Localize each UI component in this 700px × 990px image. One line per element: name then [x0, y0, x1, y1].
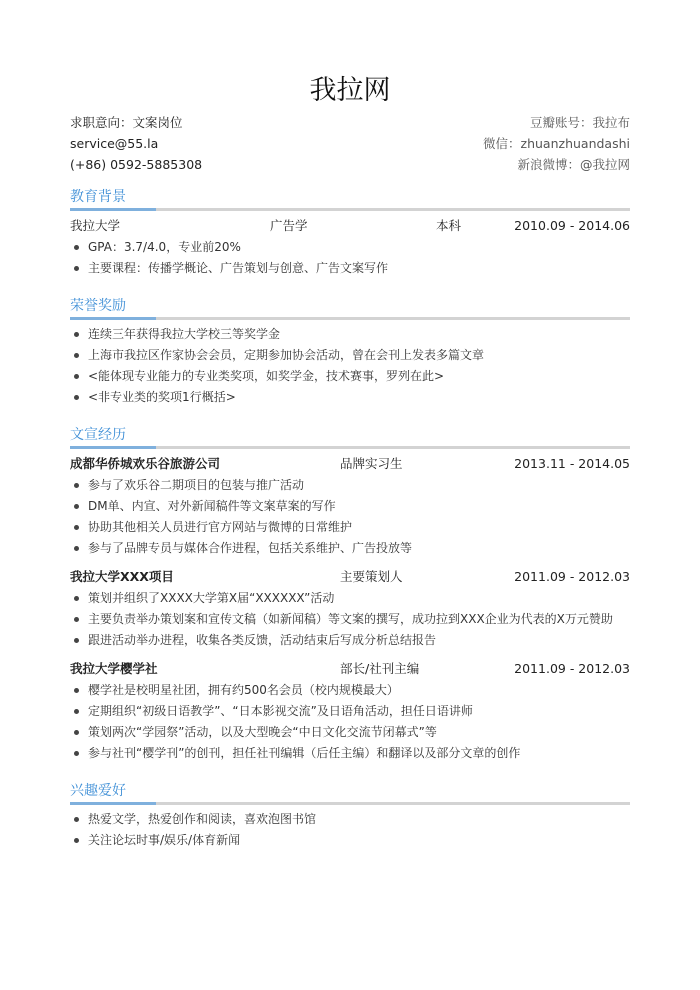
list-item: <能体现专业能力的专业类奖项，如奖学金，技术赛事，罗列在此> — [70, 366, 630, 387]
school-name: 我拉大学 — [70, 218, 121, 233]
education-row — [70, 215, 630, 237]
major: 广告学 — [270, 218, 308, 233]
section-title-experience: 文宣经历 — [70, 427, 126, 443]
list-item: 主要负责举办策划案和宣传文稿（如新闻稿）等文案的撰写，成功拉到XXX企业为代表的X万元赞助 — [70, 609, 630, 630]
section-title-education: 教育背景 — [70, 189, 126, 205]
douban-account: 豆瓣账号：我拉布 — [529, 115, 630, 130]
list-item: 策划两次“学园祭”活动，以及大型晚会“中日文化交流节闭幕式”等 — [70, 722, 630, 743]
contact-block — [70, 112, 630, 174]
awards-bullets — [70, 324, 630, 408]
experience-bullets — [70, 588, 630, 651]
list-item: 参与了欢乐谷二期项目的包装与推广活动 — [70, 475, 630, 496]
experience-period: 2011.09 - 2012.03 — [514, 569, 630, 584]
list-item: 樱学社是校明星社团，拥有约500名会员（校内规模最大） — [70, 680, 630, 701]
list-item: 参与了品牌专员与媒体合作进程，包括关系维护、广告投放等 — [70, 538, 630, 559]
phone: (+86) 0592-5885308 — [70, 157, 203, 172]
list-item: 热爱文学，热爱创作和阅读，喜欢泡图书馆 — [70, 809, 630, 830]
list-item: DM单、内宣、对外新闻稿件等文案草案的写作 — [70, 496, 630, 517]
section-divider — [70, 208, 630, 211]
weibo: 新浪微博：@我拉网 — [517, 157, 630, 172]
list-item: 主要课程：传播学概论、广告策划与创意、广告文案写作 — [70, 258, 630, 279]
section-divider — [70, 446, 630, 449]
candidate-name: 我拉网 — [309, 75, 391, 106]
role: 主要策划人 — [340, 569, 403, 584]
list-item: GPA：3.7/4.0，专业前20% — [70, 237, 630, 258]
hobbies-section — [70, 780, 630, 851]
list-item: 参与社刊“樱学刊”的创刊，担任社刊编辑（后任主编）和翻译以及部分文章的创作 — [70, 743, 630, 764]
experience-row — [70, 566, 630, 588]
list-item: 上海市我拉区作家协会会员，定期参加协会活动，曾在会刊上发表多篇文章 — [70, 345, 630, 366]
organization: 成都华侨城欢乐谷旅游公司 — [70, 456, 221, 471]
hobbies-bullets — [70, 809, 630, 851]
list-item: 定期组织“初级日语教学”、“日本影视交流”及日语角活动，担任日语讲师 — [70, 701, 630, 722]
list-item: 连续三年获得我拉大学校三等奖学金 — [70, 324, 630, 345]
degree: 本科 — [436, 218, 462, 233]
wechat: 微信：zhuanzhuandashi — [483, 136, 630, 151]
job-objective: 求职意向：文案岗位 — [70, 115, 183, 130]
list-item: 协助其他相关人员进行官方网站与微博的日常维护 — [70, 517, 630, 538]
experience-period: 2011.09 - 2012.03 — [514, 661, 630, 676]
list-item: 关注论坛时事/娱乐/体育新闻 — [70, 830, 630, 851]
role: 部长/社刊主编 — [340, 661, 420, 676]
email: service@55.la — [70, 136, 159, 151]
experience-bullets — [70, 680, 630, 764]
list-item: 策划并组织了XXXX大学第X届“XXXXXX”活动 — [70, 588, 630, 609]
section-divider — [70, 317, 630, 320]
list-item: 跟进活动举办进程，收集各类反馈，活动结束后写成分析总结报告 — [70, 630, 630, 651]
section-title-hobbies: 兴趣爱好 — [70, 783, 126, 799]
education-period: 2010.09 - 2014.06 — [514, 218, 630, 233]
experience-section — [70, 424, 630, 764]
list-item: <非专业类的奖项1行概括> — [70, 387, 630, 408]
contact-right — [483, 112, 630, 175]
contact-left — [70, 112, 202, 175]
education-section — [70, 186, 630, 279]
awards-section — [70, 295, 630, 408]
experience-period: 2013.11 - 2014.05 — [514, 456, 630, 471]
organization: 我拉大学樱学社 — [70, 661, 158, 676]
organization: 我拉大学XXX项目 — [70, 569, 174, 584]
experience-row — [70, 453, 630, 475]
section-title-awards: 荣誉奖励 — [70, 298, 126, 314]
section-divider — [70, 802, 630, 805]
experience-row — [70, 658, 630, 680]
education-bullets — [70, 237, 630, 279]
experience-bullets — [70, 475, 630, 559]
role: 品牌实习生 — [340, 456, 403, 471]
